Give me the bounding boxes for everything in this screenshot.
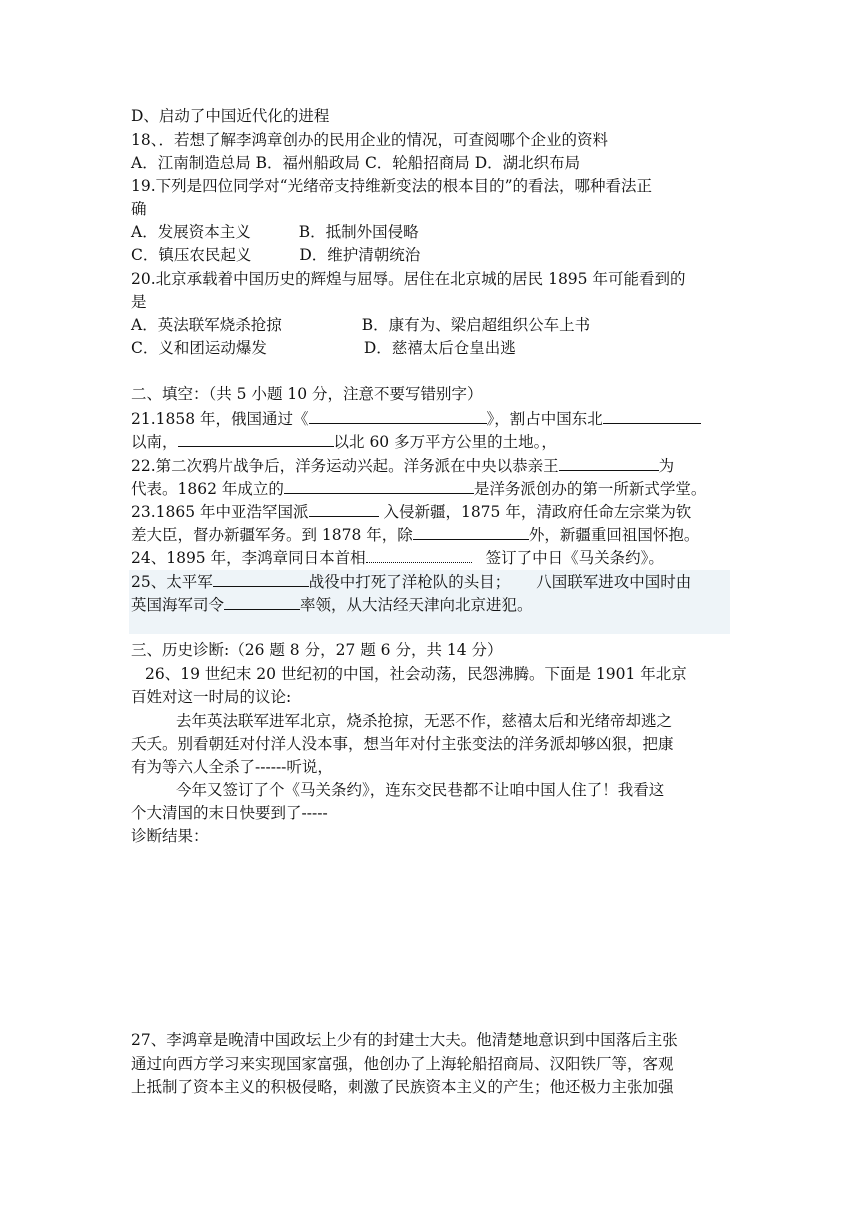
q22-blank-prince[interactable] <box>559 455 659 471</box>
q27-line3: 上抵制了资本主义的积极侵略，刺激了民族资本主义的产生；他还极力主张加强 <box>131 1078 674 1096</box>
q20-stem-line1: 20.北京承载着中国历史的辉煌与屈辱。居住在北京城的居民 1895 年可能看到的 <box>131 270 686 288</box>
q23-text-2: 入侵新疆，1875 年，清政府任命左宗棠为钦 <box>378 503 692 521</box>
q19-options-row1 <box>131 222 731 242</box>
q24-text-2: 签订了中日《马关条约》。 <box>485 549 664 567</box>
q25-blank-battle[interactable] <box>213 571 309 587</box>
section2-heading: 二、填空：（共 5 小题 10 分，注意不要写错别字） <box>131 385 483 403</box>
q24-text-1: 24、1895 年，李鸿章同日本首相 <box>131 549 366 567</box>
q27-line1: 27、李鸿章是晚清中国政坛上少有的封建士大夫。他清楚地意识到中国落后主张 <box>131 1031 678 1049</box>
q27-line2: 通过向西方学习来实现国家富强，他创办了上海轮船招商局、汉阳铁厂等，客观 <box>131 1055 674 1073</box>
q21-text-3: 以南， <box>131 433 178 451</box>
q22-text-3: 代表。1862 年成立的 <box>131 480 284 498</box>
q20-option-c: C．义和团运动爆发 <box>131 339 267 357</box>
q25-text-1: 25、太平军 <box>131 573 213 591</box>
q26-para1-line2: 夭夭。别看朝廷对付洋人没本事，想当年对付主张变法的洋务派却够凶狠，把康 <box>131 735 674 753</box>
q22-text-2: 为 <box>658 457 675 475</box>
q26-result-label: 诊断结果： <box>131 827 209 845</box>
q23-text-4: 外，新疆重回祖国怀抱。 <box>528 526 700 544</box>
q26-para2-line2: 个大清国的末日快要到了----- <box>131 804 328 822</box>
q26-para2-line1: 今年又签订了个《马关条约》，连东交民巷都不让咱中国人住了！我看这 <box>176 781 665 799</box>
q25-text-4: 英国海军司令 <box>131 596 225 614</box>
q21-blank-treaty[interactable] <box>309 408 487 424</box>
q18-stem: 18、．若想了解李鸿章创办的民用企业的情况，可查阅哪个企业的资料 <box>131 131 608 149</box>
q19-stem-line2: 确 <box>131 200 147 218</box>
q20-stem-line2: 是 <box>131 293 147 311</box>
q24-line <box>131 547 731 568</box>
q20-option-d: D．慈禧太后仓皇出逃 <box>363 339 516 357</box>
q21-line2 <box>131 431 731 452</box>
q21-text-2: 》，割占中国东北 <box>486 410 603 428</box>
q22-line1 <box>131 455 731 476</box>
q25-text-2: 战役中打死了洋枪队的头目； <box>308 573 511 591</box>
q25-line2 <box>131 594 731 615</box>
q21-text-4: 以北 60 多万平方公里的土地。， <box>333 433 557 451</box>
q19-option-a: A．发展资本主义 <box>131 223 251 241</box>
q25-line1 <box>131 571 731 592</box>
q17-option-d: D、启动了中国近代化的进程 <box>131 107 330 125</box>
q24-blank-premier[interactable] <box>366 547 472 563</box>
q26-para1-line1: 去年英法联军进军北京，烧杀抢掠，无恶不作，慈禧太后和光绪帝却逃之 <box>176 712 673 730</box>
q23-text-1: 23.1865 年中亚浩罕国派 <box>131 503 309 521</box>
q20-option-b: B．康有为、梁启超组织公车上书 <box>361 316 591 334</box>
q23-blank-invader[interactable] <box>309 501 379 517</box>
q23-text-3: 差大臣，督办新疆军务。到 1878 年，除 <box>131 526 413 544</box>
q26-stem-line1: 26、19 世纪末 20 世纪初的中国，社会动荡，民怨沸腾。下面是 1901 年北京 <box>145 665 687 683</box>
q25-text-5: 率领，从大沽经天津向北京进犯。 <box>300 596 533 614</box>
q19-option-d: D．维护清朝统治 <box>299 246 421 264</box>
q19-stem-line1: 19.下列是四位同学对“光绪帝支持维新变法的根本目的”的看法，哪种看法正 <box>131 177 653 195</box>
q20-options-row1 <box>131 315 731 335</box>
q19-options-row2 <box>131 245 731 265</box>
q20-option-a: A．英法联军烧杀抢掠 <box>131 316 282 334</box>
q26-para1-line3: 有为等六人全杀了------听说， <box>131 758 333 776</box>
q19-option-c: C．镇压农民起义 <box>131 246 252 264</box>
q23-blank-region[interactable] <box>413 524 529 540</box>
section3-heading: 三、历史诊断:（26 题 8 分，27 题 6 分，共 14 分） <box>131 641 503 659</box>
q26-stem-line2: 百姓对这一时局的议论: <box>131 688 292 706</box>
q21-blank-mountain[interactable] <box>178 431 334 447</box>
q22-line2 <box>131 478 731 499</box>
q25-blank-admiral[interactable] <box>224 594 300 610</box>
q21-blank-river[interactable] <box>603 408 701 424</box>
q20-options-row2 <box>131 338 731 358</box>
q21-line1 <box>131 408 731 429</box>
q21-text-1: 21.1858 年，俄国通过《 <box>131 410 309 428</box>
q22-text-4: 是洋务派创办的第一所新式学堂。 <box>473 480 707 498</box>
q23-line2 <box>131 524 731 545</box>
q22-blank-school[interactable] <box>284 478 474 494</box>
q22-text-1: 22.第二次鸦片战争后，洋务运动兴起。洋务派在中央以恭亲王 <box>131 457 559 475</box>
q23-line1 <box>131 501 731 522</box>
q25-text-3: 八国联军进攻中国时由 <box>536 573 692 591</box>
q18-options: A．江南制造总局 B．福州船政局 C．轮船招商局 D．湖北织布局 <box>131 154 581 172</box>
q19-option-b: B．抵制外国侵略 <box>298 223 419 241</box>
